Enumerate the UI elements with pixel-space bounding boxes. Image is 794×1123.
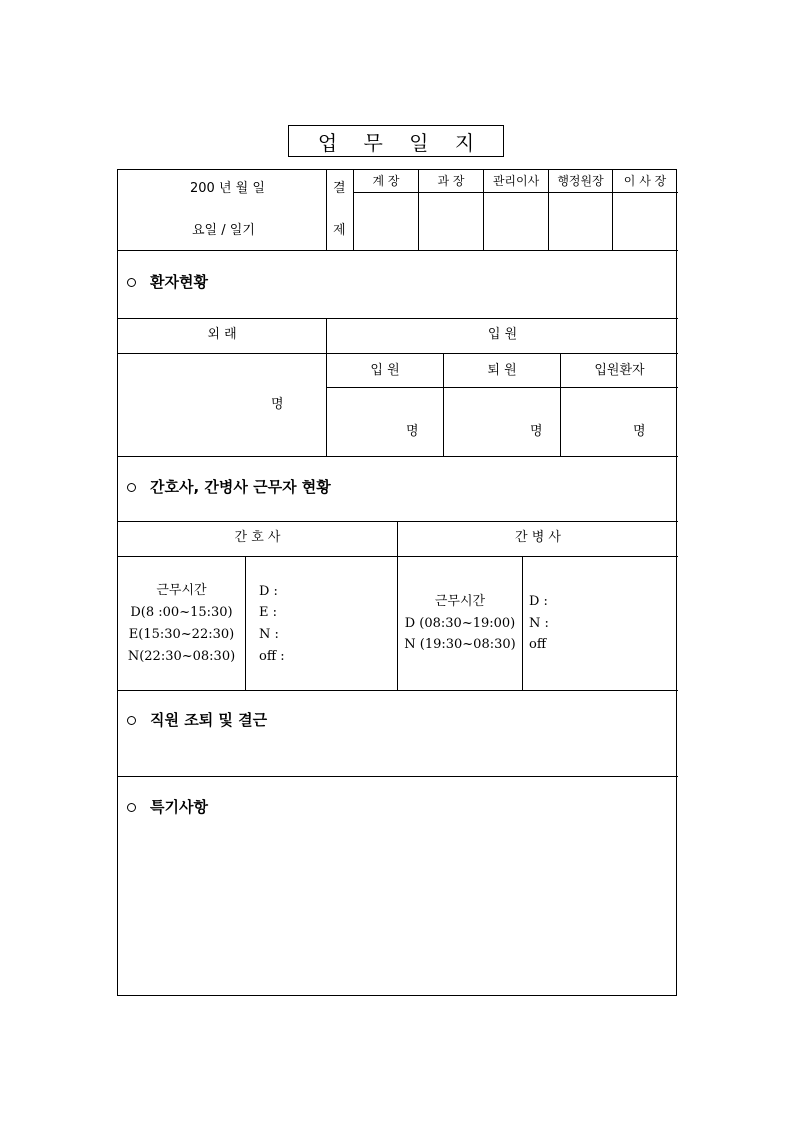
inpatient-admit-label: 입 원	[370, 363, 400, 378]
approver-label: 이 사 장	[623, 174, 667, 188]
approval-label-top: 결	[333, 181, 346, 196]
nurse-shift-off[interactable]: off :	[259, 649, 285, 664]
divider	[245, 556, 246, 690]
document-title	[288, 125, 504, 157]
special-notes-area[interactable]	[119, 826, 677, 994]
approval-sign-box[interactable]	[549, 193, 612, 250]
nurse-hours-title: 근무시간	[156, 583, 207, 598]
caregiver-hours-line: N (19:30~08:30)	[404, 637, 516, 652]
nurse-label: 간 호 사	[234, 530, 281, 545]
staff-section-label: 간호사, 간병사 근무자 현황	[150, 478, 331, 496]
approval-label-bottom: 제	[333, 223, 346, 238]
absence-notes-area[interactable]	[119, 740, 677, 776]
approval-sign-box[interactable]	[354, 193, 418, 250]
approver-label: 관리이사	[492, 174, 540, 188]
divider	[118, 250, 678, 251]
nurse-shift-day[interactable]: D :	[259, 584, 278, 599]
divider	[118, 690, 678, 691]
circle-bullet-icon	[127, 483, 136, 492]
notes-section-title	[127, 800, 208, 815]
inpatient-discharge-label: 퇴 원	[487, 363, 517, 378]
outpatient-count-field[interactable]	[119, 354, 326, 456]
approver-label: 과 장	[437, 174, 465, 188]
inpatient-label: 입 원	[487, 327, 518, 342]
divider	[522, 556, 523, 690]
staff-section-title	[127, 480, 331, 495]
caregiver-shift-off[interactable]: off	[529, 637, 547, 652]
circle-bullet-icon	[127, 716, 136, 725]
caregiver-hours-title: 근무시간	[434, 594, 486, 609]
absence-section-label: 직원 조퇴 및 결근	[150, 711, 268, 729]
divider	[326, 170, 327, 250]
current-inpatient-count-field[interactable]	[561, 388, 678, 456]
divider	[118, 556, 678, 557]
notes-section-label: 특기사항	[150, 798, 208, 816]
approver-label: 계 장	[372, 174, 400, 188]
absence-section-title	[127, 713, 267, 728]
patients-section-title	[127, 275, 208, 290]
approval-sign-box[interactable]	[613, 193, 677, 250]
divider	[118, 318, 678, 319]
caregiver-label: 간 병 사	[515, 530, 561, 545]
nurse-hours-line: E(15:30~22:30)	[128, 627, 235, 642]
nurse-hours-line: N(22:30~08:30)	[127, 649, 236, 664]
admit-count-field[interactable]	[327, 388, 443, 456]
divider	[118, 776, 678, 777]
discharge-unit: 명	[530, 424, 543, 439]
current-inpatient-unit: 명	[633, 424, 646, 439]
outpatient-label: 외 래	[207, 327, 237, 342]
discharge-count-field[interactable]	[444, 388, 560, 456]
caregiver-hours-line: D (08:30~19:00)	[404, 616, 516, 631]
inpatient-current-label: 입원환자	[594, 363, 645, 378]
approval-sign-box[interactable]	[419, 193, 483, 250]
circle-bullet-icon	[127, 803, 136, 812]
circle-bullet-icon	[127, 278, 136, 287]
nurse-shift-night[interactable]: N :	[259, 627, 279, 642]
patients-section-label: 환자현황	[150, 273, 208, 291]
divider	[118, 521, 678, 522]
document-title-text: 업 무 일 지	[317, 130, 485, 155]
nurse-hours-line: D(8 :00~15:30)	[130, 605, 233, 620]
nurse-shift-evening[interactable]: E :	[259, 605, 278, 620]
caregiver-shift-night[interactable]: N :	[529, 616, 549, 631]
admit-unit: 명	[406, 424, 419, 439]
weekday-weather-field[interactable]: 요일 / 일기	[192, 223, 255, 238]
approval-sign-box[interactable]	[484, 193, 548, 250]
date-field[interactable]: 200 년 월 일	[190, 181, 265, 196]
journal-form	[117, 169, 677, 996]
outpatient-unit: 명	[271, 397, 284, 412]
caregiver-shift-day[interactable]: D :	[529, 594, 548, 609]
approver-label: 행정원장	[557, 174, 604, 188]
divider	[118, 456, 678, 457]
